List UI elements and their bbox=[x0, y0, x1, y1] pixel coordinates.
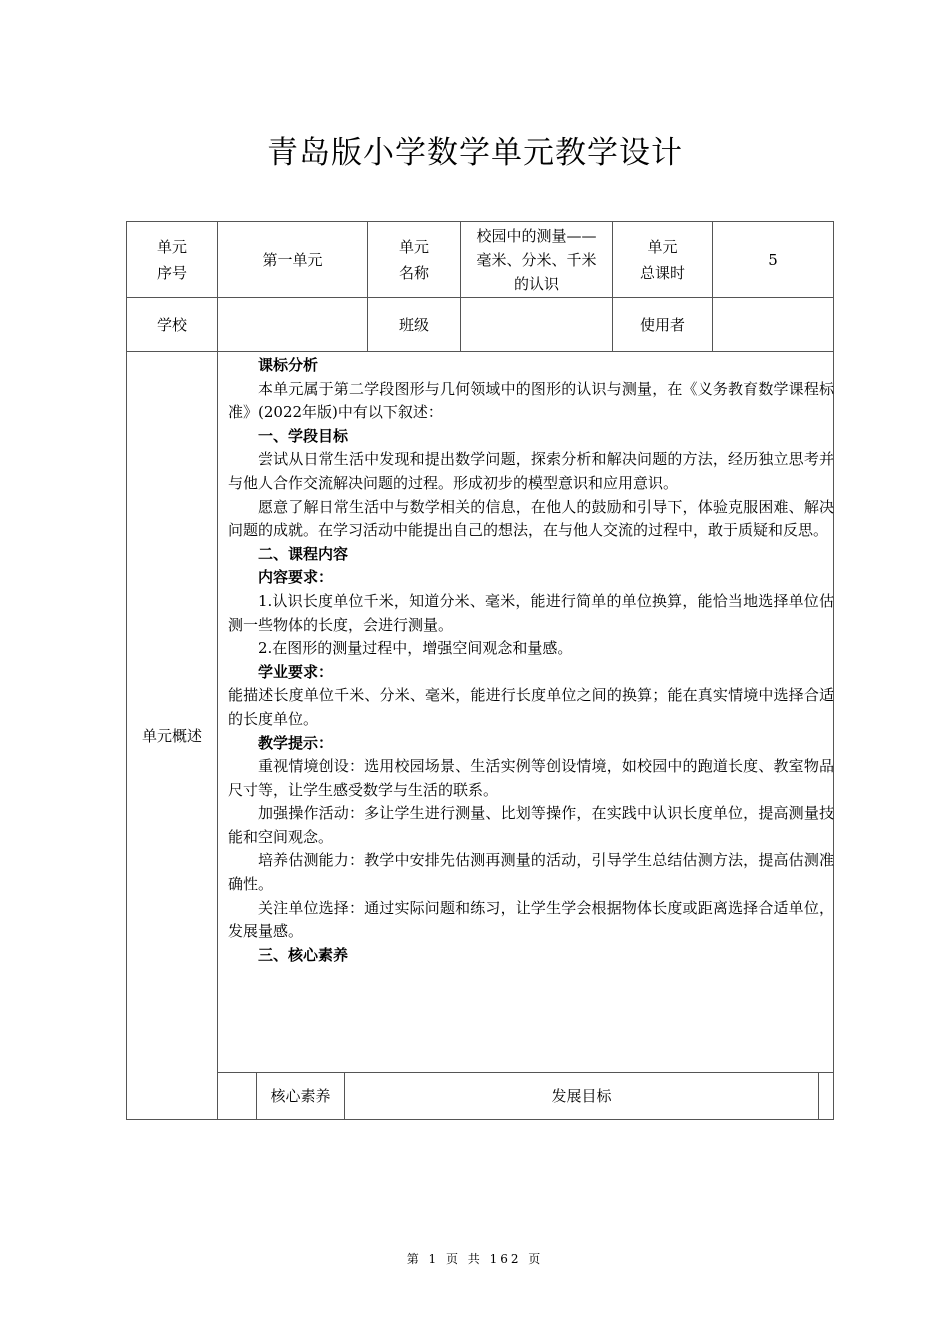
document-title: 青岛版小学数学单元教学设计 bbox=[267, 135, 683, 171]
paragraph: 能描述长度单位千米、分米、毫米，能进行长度单位之间的换算；能在真实情境中选择合适的长度单位。 bbox=[228, 686, 834, 728]
unit-name-value: 校园中的测量—— 毫米、分米、千米 的认识 bbox=[476, 226, 597, 293]
total-hours-value: 5 bbox=[768, 250, 778, 269]
column-divider-1 bbox=[217, 221, 218, 1120]
paragraph: 培养估测能力：教学中安排先估测再测量的活动，引导学生总结估测方法，提高估测准确性。 bbox=[228, 851, 834, 894]
sub-heading: 教学提示： bbox=[258, 733, 334, 752]
class-label: 班级 bbox=[398, 315, 429, 334]
table-border-bottom bbox=[126, 1119, 834, 1120]
paragraph: 愿意了解日常生活中与数学相关的信息，在他人的鼓励和引导下，体验克服困难、解决问题的成就。在学习活动中能提出自己的想法，在与他人交流的过程中，敢于质疑和反思。 bbox=[228, 497, 834, 540]
unit-overview-content bbox=[228, 354, 834, 967]
user-label: 使用者 bbox=[639, 315, 685, 334]
sub-heading: 内容要求： bbox=[258, 568, 334, 587]
section-heading: 三、核心素养 bbox=[258, 945, 349, 964]
row-divider-2 bbox=[126, 351, 834, 352]
paragraph: 加强操作活动：多让学生进行测量、比划等操作，在实践中认识长度单位，提高测量技能和空间观念。 bbox=[228, 804, 834, 846]
unit-name-label: 单元 名称 bbox=[398, 237, 429, 282]
unit-number-label: 单元 序号 bbox=[156, 237, 187, 282]
paragraph: 重视情境创设：选用校园场景、生活实例等创设情境，如校园中的跑道长度、教室物品尺寸等，让学生感受数学与生活的联系。 bbox=[228, 757, 834, 799]
unit-overview-label: 单元概述 bbox=[141, 726, 202, 745]
paragraph: 关注单位选择：通过实际问题和练习，让学生学会根据物体长度或距离选择合适单位，发展量感。 bbox=[228, 898, 834, 941]
section-heading: 课标分析 bbox=[258, 356, 319, 374]
section-heading: 一、学段目标 bbox=[258, 426, 349, 445]
total-hours-label: 单元 总课时 bbox=[639, 237, 685, 282]
sub-heading: 学业要求： bbox=[258, 662, 334, 681]
core-divider-3 bbox=[818, 1072, 819, 1120]
school-label: 学校 bbox=[156, 315, 187, 334]
unit-number-value: 第一单元 bbox=[262, 250, 323, 269]
paragraph: 尝试从日常生活中发现和提出数学问题，探索分析和解决问题的方法，经历独立思考并与他人合作交流解决问题的过程。形成初步的模型意识和应用意识。 bbox=[228, 450, 834, 492]
row-divider-1 bbox=[126, 297, 834, 298]
paragraph: 本单元属于第二学段图形与几何领域中的图形的认识与测量，在《义务教育数学课程标准》(2022年版)中有以下叙述： bbox=[228, 379, 834, 422]
page-footer: 第 1 页 共 162 页 bbox=[406, 1252, 544, 1266]
development-goal-header: 发展目标 bbox=[551, 1087, 612, 1105]
paragraph: 2.在图形的测量过程中，增强空间观念和量感。 bbox=[258, 639, 573, 658]
section-heading: 二、课程内容 bbox=[258, 544, 349, 563]
paragraph: 1.认识长度单位千米，知道分米、毫米，能进行简单的单位换算，能恰当地选择单位估测一些物体的长度，会进行测量。 bbox=[228, 591, 834, 634]
core-literacy-header: 核心素养 bbox=[270, 1087, 331, 1105]
